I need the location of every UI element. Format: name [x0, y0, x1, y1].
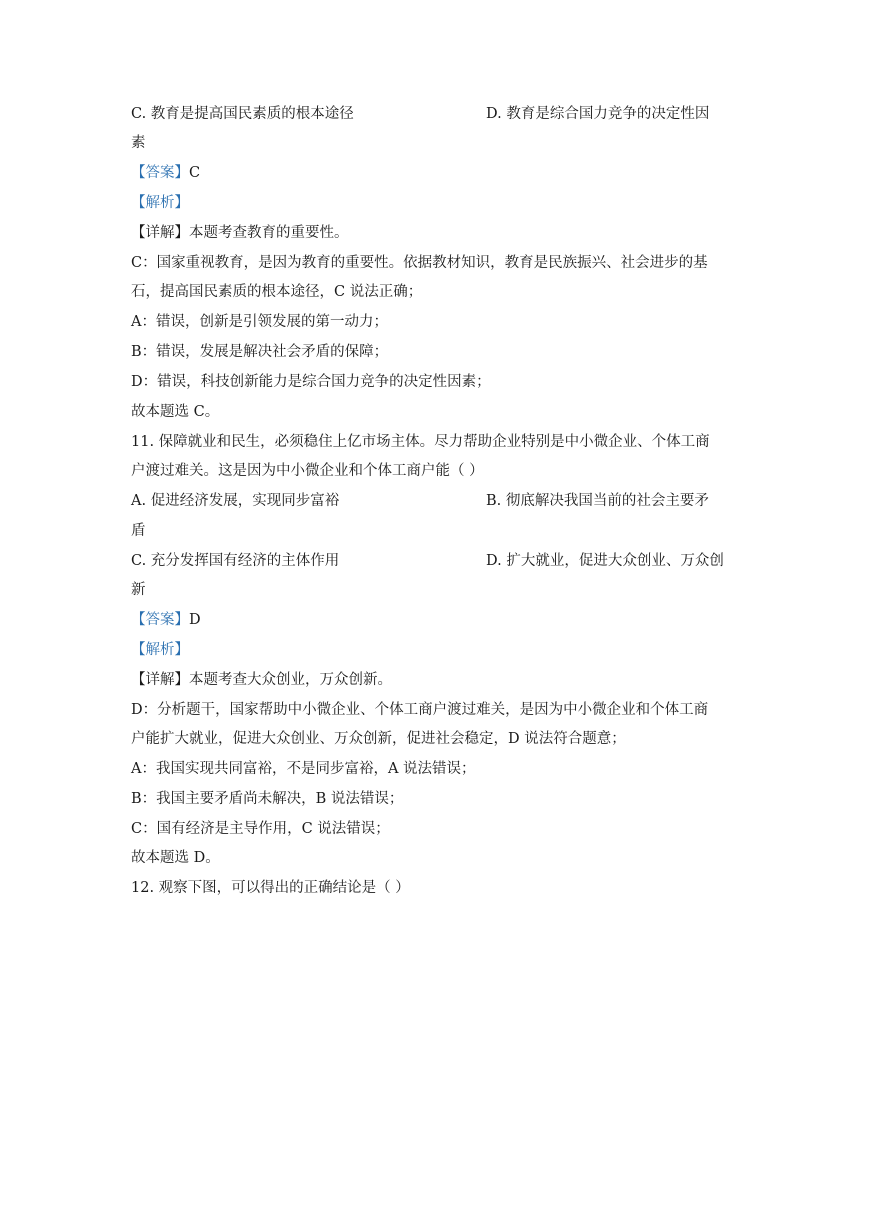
q10-answer-tag: 【答案】	[131, 165, 189, 181]
q11-explanation-line: D：分析题干，国家帮助中小微企业、个体工商户渡过难关，是因为中小微企业和个体工商	[131, 702, 709, 718]
q11-analysis-tag: 【解析】	[131, 642, 189, 658]
q10-explanation-line: B：错误，发展是解决社会矛盾的保障；	[131, 344, 389, 360]
q10-option-d: D. 教育是综合国力竞争的决定性因	[486, 106, 710, 122]
q10-explanation-line: A：错误，创新是引领发展的第一动力；	[131, 314, 388, 330]
q10-explanation-line: C：国家重视教育，是因为教育的重要性。依据教材知识，教育是民族振兴、社会进步的基	[131, 255, 708, 271]
q10-answer-value: C	[189, 165, 201, 181]
q11-options-ab-row	[131, 491, 751, 511]
q11-answer	[131, 610, 751, 630]
q11-detail-text: 本题考查大众创业，万众创新。	[189, 672, 392, 688]
q10-detail-text: 本题考查教育的重要性。	[189, 225, 349, 241]
q10-option-d-continuation: 素	[131, 135, 146, 151]
q11-detail-tag: 【详解】	[131, 672, 189, 688]
q11-explanation-line: A：我国实现共同富裕，不是同步富裕，A 说法错误；	[131, 761, 476, 777]
q10-explanation-line: D：错误，科技创新能力是综合国力竞争的决定性因素；	[131, 374, 491, 390]
q11-stem-line: 户渡过难关。这是因为中小微企业和个体工商户能（ ）	[131, 463, 484, 479]
q10-detail-tag: 【详解】	[131, 225, 189, 241]
q11-option-b: B. 彻底解决我国当前的社会主要矛	[486, 493, 709, 509]
q10-options-cd-row	[131, 104, 751, 124]
q10-option-c: C. 教育是提高国民素质的根本途径	[131, 106, 354, 122]
q10-explanation-line: 石，提高国民素质的根本途径，C 说法正确；	[131, 284, 423, 300]
q10-conclusion: 故本题选 C。	[131, 404, 220, 420]
q10-answer	[131, 163, 751, 183]
q11-option-d: D. 扩大就业，促进大众创业、万众创	[486, 553, 724, 569]
q11-option-d-continuation: 新	[131, 582, 146, 598]
q11-option-c: C. 充分发挥国有经济的主体作用	[131, 553, 340, 569]
q11-detail	[131, 670, 751, 690]
q11-explanation-line: B：我国主要矛盾尚未解决，B 说法错误；	[131, 791, 404, 807]
q11-options-cd-row	[131, 551, 751, 571]
q11-answer-value: D	[189, 612, 201, 628]
q11-answer-tag: 【答案】	[131, 612, 189, 628]
q11-stem-line: 11. 保障就业和民生，必须稳住上亿市场主体。尽力帮助企业特别是中小微企业、个体工商	[131, 434, 710, 450]
q11-option-a: A. 促进经济发展，实现同步富裕	[131, 493, 340, 509]
q10-analysis-tag: 【解析】	[131, 195, 189, 211]
q11-explanation-line: C：国有经济是主导作用，C 说法错误；	[131, 821, 390, 837]
q11-conclusion: 故本题选 D。	[131, 850, 220, 866]
q10-detail	[131, 223, 751, 243]
q11-explanation-line: 户能扩大就业，促进大众创业、万众创新，促进社会稳定，D 说法符合题意；	[131, 731, 626, 747]
q12-stem: 12. 观察下图，可以得出的正确结论是（ ）	[131, 880, 410, 896]
q11-option-b-continuation: 盾	[131, 523, 146, 539]
